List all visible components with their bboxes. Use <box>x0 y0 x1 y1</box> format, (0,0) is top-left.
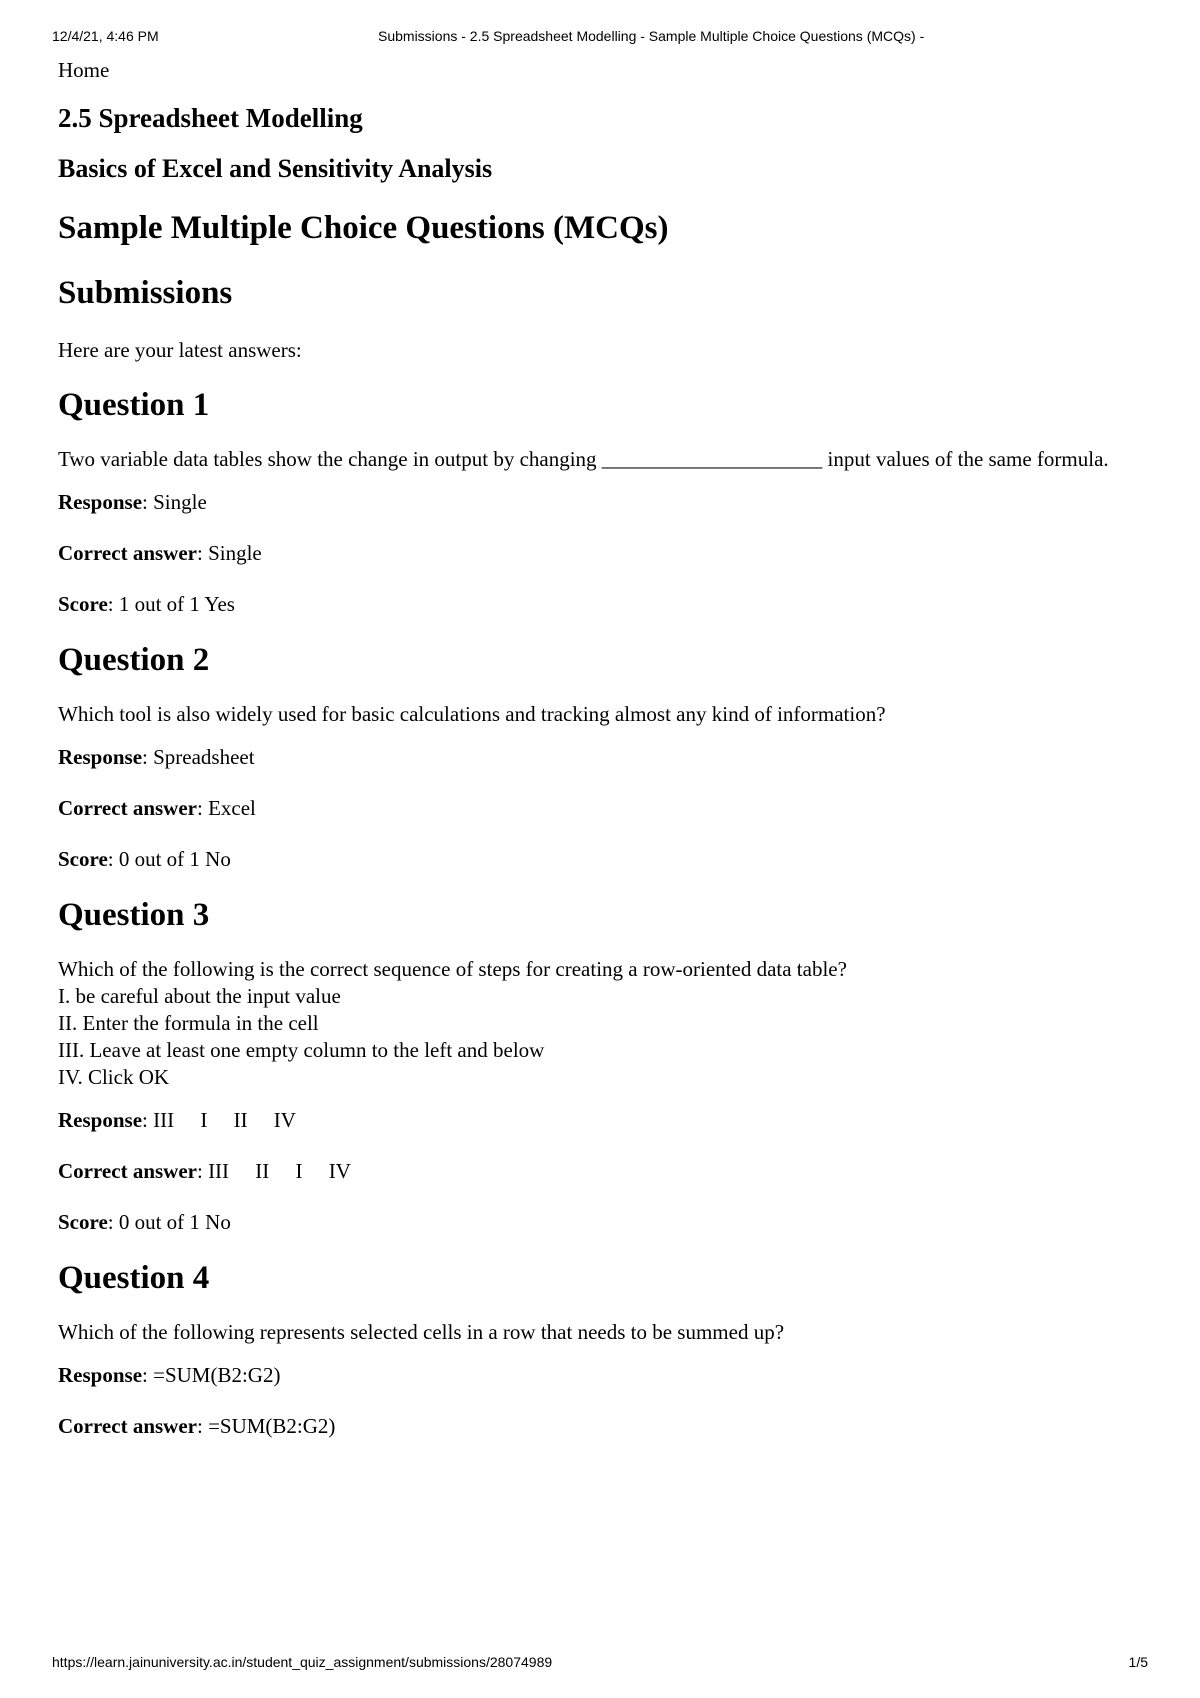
question-title: Question 3 <box>58 897 210 933</box>
correct-answer-value: : Excel <box>196 796 256 820</box>
question-steps <box>58 983 1148 1091</box>
correct-answer-label: Correct answer <box>58 1414 197 1438</box>
response-line <box>58 1362 1148 1389</box>
question-title: Question 1 <box>58 387 210 423</box>
response-line <box>58 744 1148 771</box>
response-label: Response <box>58 1108 143 1132</box>
topic-title: Basics of Excel and Sensitivity Analysis <box>58 154 493 183</box>
home-link[interactable]: Home <box>58 58 110 82</box>
course-title: 2.5 Spreadsheet Modelling <box>58 103 363 133</box>
step-line: I. be careful about the input value <box>58 984 341 1008</box>
correct-answer-line <box>58 540 1148 567</box>
correct-answer-label: Correct answer <box>58 1159 197 1183</box>
question-text: Which of the following is the correct sequence of steps for creating a row-oriented data table? <box>58 957 847 981</box>
score-label: Score <box>58 847 108 871</box>
response-line <box>58 1107 1148 1134</box>
response-label: Response <box>58 1363 143 1387</box>
score-line <box>58 846 1148 873</box>
response-line <box>58 489 1148 516</box>
print-header <box>52 28 1148 48</box>
response-value: : =SUM(B2:G2) <box>142 1363 281 1387</box>
correct-answer-line <box>58 1158 1148 1185</box>
step-line: IV. Click OK <box>58 1065 170 1089</box>
question-3 <box>58 897 1148 1236</box>
score-label: Score <box>58 592 108 616</box>
step-line: III. Leave at least one empty column to the left and below <box>58 1038 545 1062</box>
score-line <box>58 591 1148 618</box>
print-footer <box>52 1654 1148 1674</box>
correct-answer-line <box>58 795 1148 822</box>
score-value: : 0 out of 1 No <box>107 847 231 871</box>
correct-answer-value: : III II I IV <box>196 1159 351 1183</box>
correct-answer-label: Correct answer <box>58 541 197 565</box>
question-title: Question 2 <box>58 642 210 678</box>
correct-answer-line <box>58 1413 1148 1440</box>
score-line <box>58 1209 1148 1236</box>
response-value: : III I II IV <box>142 1108 296 1132</box>
print-page-title: Submissions - 2.5 Spreadsheet Modelling - Sample Multiple Choice Questions (MCQs) - <box>378 28 925 44</box>
page-number: 1/5 <box>1128 1654 1148 1670</box>
question-4 <box>58 1260 1148 1440</box>
question-title: Question 4 <box>58 1260 210 1296</box>
question-1 <box>58 387 1148 618</box>
question-text: Two variable data tables show the change in output by changing _____________________ input values of the same formula. <box>58 447 1109 471</box>
page-title: Sample Multiple Choice Questions (MCQs) <box>58 210 669 246</box>
score-label: Score <box>58 1210 108 1234</box>
response-label: Response <box>58 745 143 769</box>
response-value: : Single <box>142 490 207 514</box>
submissions-heading: Submissions <box>58 275 233 311</box>
correct-answer-value: : =SUM(B2:G2) <box>196 1414 336 1438</box>
response-label: Response <box>58 490 143 514</box>
correct-answer-value: : Single <box>196 541 262 565</box>
response-value: : Spreadsheet <box>142 745 255 769</box>
question-text: Which tool is also widely used for basic calculations and tracking almost any kind of information? <box>58 702 886 726</box>
print-datetime: 12/4/21, 4:46 PM <box>52 28 159 44</box>
score-value: : 1 out of 1 Yes <box>107 592 235 616</box>
score-value: : 0 out of 1 No <box>107 1210 231 1234</box>
step-line: II. Enter the formula in the cell <box>58 1011 319 1035</box>
question-text: Which of the following represents selected cells in a row that needs to be summed up? <box>58 1320 785 1344</box>
correct-answer-label: Correct answer <box>58 796 197 820</box>
print-url: https://learn.jainuniversity.ac.in/student_quiz_assignment/submissions/28074989 <box>52 1654 553 1670</box>
page-content <box>58 58 1148 1464</box>
intro-text: Here are your latest answers: <box>58 338 302 362</box>
question-2 <box>58 642 1148 873</box>
